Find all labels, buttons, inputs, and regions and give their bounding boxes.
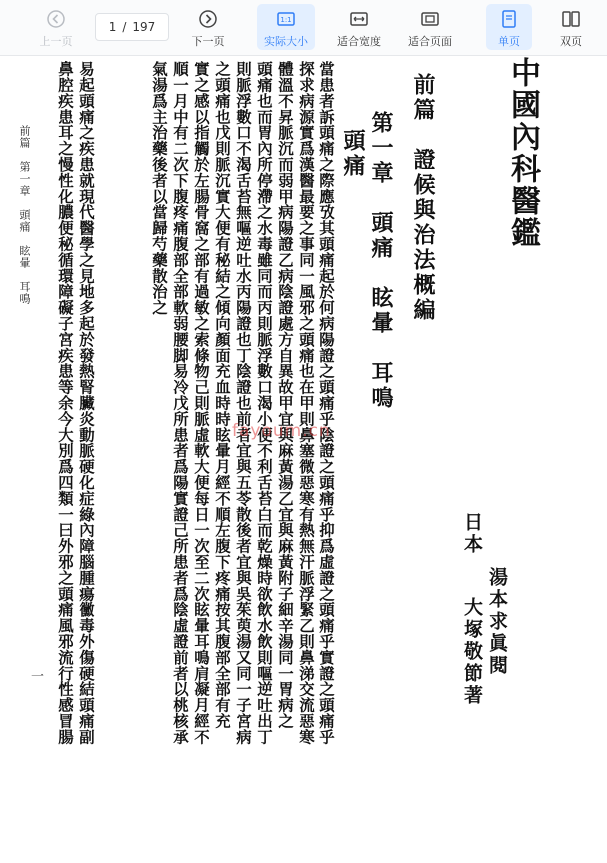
body-column-3: 體溫不昇脈沉而弱甲病陽證乙病陰證處方自異故甲宜與麻黃湯乙宜與麻黃附子細辛湯同一胃病之 — [276, 61, 294, 729]
body-column-1: 當患者訴頭痛之際應攷其頭痛起於何病陽證之頭痛乎陰證之頭痛乎抑爲虛證之頭痛乎實證之頭痛乎 — [317, 61, 335, 745]
viewer-toolbar — [0, 0, 607, 56]
fit-width-icon — [349, 9, 369, 29]
single-page-label: 单页 — [498, 35, 520, 48]
double-page-label: 双页 — [560, 35, 582, 48]
body-column-5: 則脈浮數口不渴舌苔無嘔逆吐水丙陽證也丁陰證也前者宜與五苓散後者宜與吳茱萸湯又同一子宮病 — [234, 61, 252, 745]
arrow-right-circle-icon — [198, 9, 218, 29]
next-page-button[interactable] — [186, 4, 230, 50]
body-column-9: 氣湯爲主治藥後者以當歸芍藥散治之 — [150, 61, 168, 316]
fit-page-button[interactable] — [400, 4, 460, 50]
page-indicator — [95, 13, 169, 41]
body-column-11: 鼻腔疾患耳之慢性化膿便秘循環障礙子宮疾患等余今大別爲四類一曰外邪之頭痛風邪流行性感冒腸 — [56, 61, 74, 745]
single-page-button[interactable] — [486, 4, 532, 50]
arrow-left-circle-icon — [46, 9, 66, 29]
next-page-label: 下一页 — [191, 35, 225, 48]
book-title: 中國內科醫鑑 — [505, 57, 540, 249]
chapter-heading: 第一章 頭痛 眩暈 耳鳴 — [368, 111, 394, 411]
actual-size-label: 实际大小 — [264, 35, 308, 48]
document-page — [0, 57, 607, 863]
single-page-icon — [499, 9, 519, 29]
double-page-icon — [561, 9, 581, 29]
author-country: 日本 — [461, 512, 483, 556]
watermark: fayoum.cn — [232, 421, 331, 441]
total-pages: 197 — [132, 20, 156, 34]
actual-size-icon — [276, 9, 296, 29]
body-column-8: 順一月中有二次下腹疼痛腹部全部軟弱腰脚易冷戊所患者爲陽實證己所患者爲陰虛證前者以桃核承 — [171, 61, 189, 745]
double-page-button[interactable] — [548, 4, 594, 50]
author-name-1: 大塚敬節著 — [461, 597, 483, 707]
fit-page-icon — [420, 9, 440, 29]
body-column-4: 頭痛也而胃內所停滯之水毒雖同而丙則脈浮數口渴小便不利舌苔白而乾燥時欲飲水飲則嘔逆吐出丁 — [255, 61, 273, 745]
fit-width-button[interactable] — [330, 4, 388, 50]
fit-width-label: 适合宽度 — [337, 35, 381, 48]
prev-page-button[interactable] — [34, 4, 78, 50]
current-page-input[interactable]: 1 — [108, 20, 117, 34]
author-name-2: 湯本求眞閱 — [486, 567, 508, 677]
fit-page-label: 适合页面 — [408, 35, 452, 48]
body-column-7: 實之感以指觸於左腸骨窩之部有過敏之索條物己則脈虛軟大便每日一次至二次眩暈耳鳴肩凝月經不 — [192, 61, 210, 745]
svg-text:1:1: 1:1 — [280, 16, 292, 24]
page-number: 一 — [28, 669, 43, 683]
prev-page-label: 上一页 — [39, 35, 73, 48]
body-column-10: 易起頭痛之疾患就現代醫學之見地多起於發熱腎臟炎動脈硬化症綠內障腦腫瘍黴毒外傷硬結頭痛副 — [77, 61, 95, 745]
part-heading: 前篇 證候與治法概編 — [410, 73, 436, 323]
actual-size-button[interactable] — [257, 4, 315, 50]
body-column-6: 之頭痛也戊則脈沉實大便有秘結之傾向顏面充血時時眩暈月經不順左腹下疼痛按其腹部全部有充 — [213, 61, 231, 729]
body-column-2: 探求病源實爲漢醫最要之事同一風邪之頭痛也在甲則鼻塞微惡寒有熱無汗脈浮緊乙則鼻涕交流惡寒 — [297, 61, 315, 745]
page-separator: / — [122, 20, 127, 34]
running-header: 前篇 第一章 頭痛 眩暈 耳鳴 — [18, 125, 31, 305]
section-heading: 頭痛 — [340, 129, 366, 179]
